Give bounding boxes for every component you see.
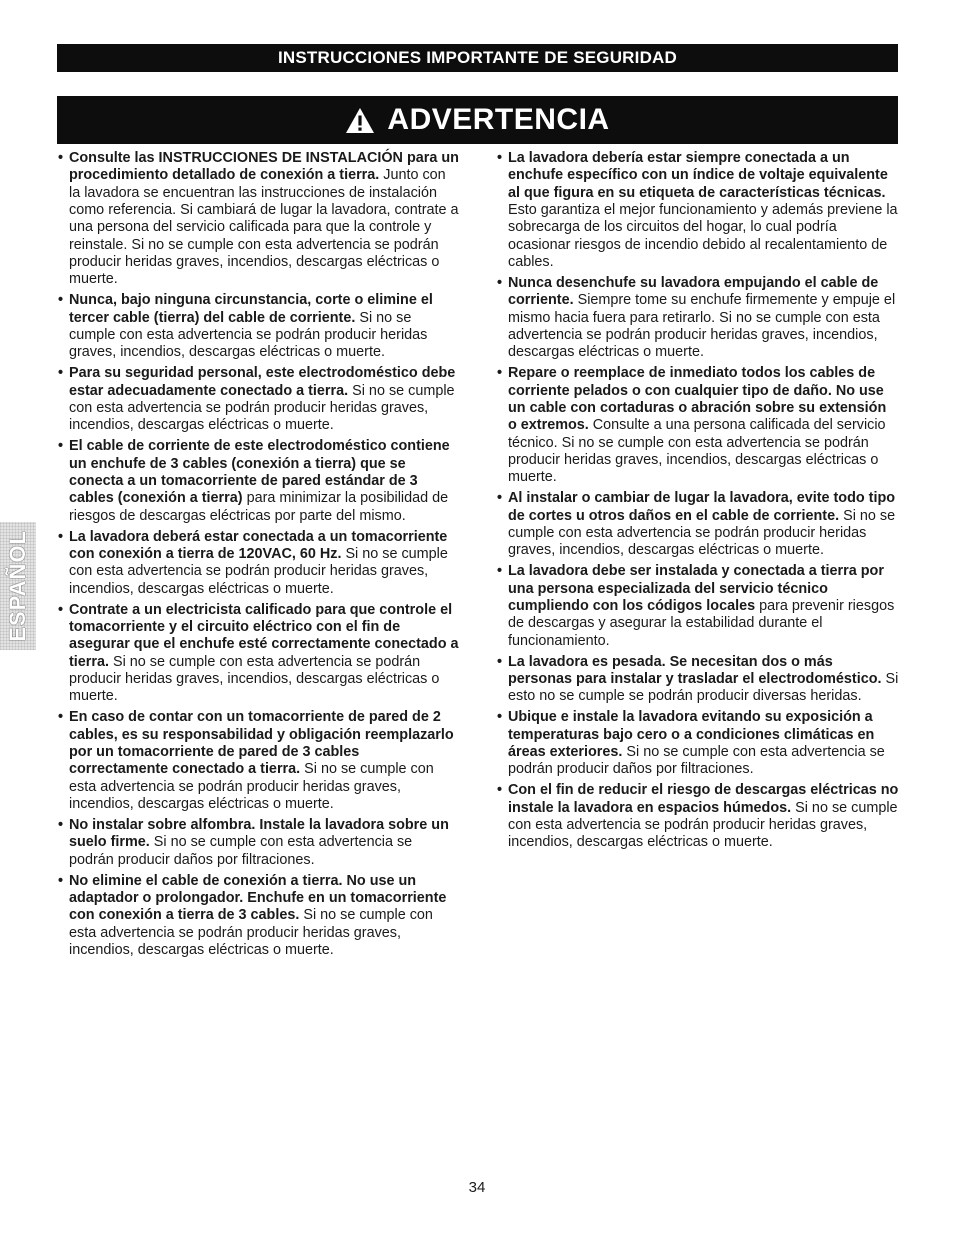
warning-item-bold: En caso de contar con un tomacorriente de pared de 2 cables, es su responsabilidad y obligación reemplazarlo por un tomacorriente de pared de 3 cables correctamente conectado a tierra. bbox=[69, 709, 454, 778]
warning-item bbox=[58, 873, 460, 960]
warning-banner bbox=[57, 96, 898, 144]
warning-item-text: para prevenir riesgos de descargas y asegurar la estabilidad durante el funcionamiento. bbox=[508, 597, 895, 649]
safety-instructions-title: INSTRUCCIONES IMPORTANTE DE SEGURIDAD bbox=[277, 48, 678, 67]
warning-item-text: Si no se cumple con esta advertencia se podrán producir heridas graves, incendios, descargas eléctricas o muerte. bbox=[508, 507, 896, 559]
left-column bbox=[58, 150, 460, 963]
warning-item-text: Si no se cumple con esta advertencia se podrán producir daños por filtraciones. bbox=[508, 743, 885, 778]
warning-item-bold: Nunca, bajo ninguna circunstancia, corte o elimine el tercer cable (tierra) del cable de corriente. bbox=[69, 292, 433, 326]
language-label: ESPAÑOL bbox=[5, 530, 30, 642]
bullet: • bbox=[497, 365, 503, 382]
warning-item-bold: No instalar sobre alfombra. Instale la lavadora sobre un suelo firme. bbox=[69, 816, 449, 851]
bullet: • bbox=[58, 816, 64, 833]
warning-item-bold: Ubique e instale la lavadora evitando su exposición a temperaturas bajo cero o a condiciones climáticas en áreas exteriores. bbox=[508, 709, 875, 760]
bullet: • bbox=[58, 709, 64, 726]
warning-item-text: Si no se cumple con esta advertencia se podrán producir heridas graves, incendios, descargas eléctricas o muerte. bbox=[69, 761, 434, 812]
warning-item-bold: La lavadora deberá estar conectada a un tomacorriente con conexión a tierra de 120VAC, 60 Hz. bbox=[69, 528, 448, 562]
bullet: • bbox=[58, 601, 64, 618]
warning-item-text: Si no se cumple con esta advertencia se podrán producir heridas graves, incendios, descargas eléctricas o muerte. bbox=[69, 382, 455, 434]
warning-item bbox=[497, 490, 899, 559]
bullet: • bbox=[58, 150, 64, 166]
warning-item-text: Si no se cumple con esta advertencia se podrán producir daños por filtraciones. bbox=[69, 834, 413, 868]
warning-item-text: Si no se cumple con esta advertencia se podrán producir heridas graves, incendios, descargas eléctricas o muerte. bbox=[508, 799, 898, 851]
page-number: 34 bbox=[468, 1179, 486, 1196]
warning-item-bold: No elimine el cable de conexión a tierra. No use un adaptador o prolongador. Enchufe en un tomacorriente con conexión a tierra de 3 cables. bbox=[69, 872, 447, 924]
warning-item-text: Esto garantiza el mejor funcionamiento y además previene la sobrecarga de los circuitos del hogar, lo cual podría ocasionar riesgos de incendio debido al recalentamiento de cables. bbox=[508, 202, 898, 271]
warning-item bbox=[497, 654, 899, 706]
warning-item bbox=[497, 275, 899, 362]
warning-item-bold: La lavadora debe ser instalada y conectada a tierra por una persona especializada del servicio técnico cumpliendo con los códigos locales bbox=[508, 563, 884, 614]
warning-item bbox=[58, 709, 460, 813]
warning-item bbox=[497, 150, 899, 271]
warning-item bbox=[58, 292, 460, 361]
warning-item-bold: Contrate a un electricista calificado para que controle el tomacorriente y el circuito eléctrico con el fin de asegurar que el enchufe esté correctamente conectado a tierra. bbox=[69, 601, 459, 670]
warning-item-text: Si no se cumple con esta advertencia se podrán producir heridas graves, incendios, descargas eléctricas o muerte. bbox=[69, 545, 448, 597]
bullet: • bbox=[497, 782, 503, 799]
warning-item-bold: Para su seguridad personal, este electrodoméstico debe estar adecuadamente conectado a tierra. bbox=[69, 365, 456, 399]
warning-title: ADVERTENCIA bbox=[387, 103, 610, 136]
bullet: • bbox=[497, 150, 503, 166]
warning-item-bold: Repare o reemplace de inmediato todos los cables de corriente pelados o con cualquier tipo de daño. No use un cable con cortaduras o abración sobre su extensión o extremos. bbox=[508, 365, 887, 434]
warning-item-bold: Con el fin de reducir el riesgo de descargas eléctricas no instale la lavadora en espacios húmedos. bbox=[508, 782, 899, 816]
bullet: • bbox=[58, 872, 64, 889]
warning-item-text: Junto con la lavadora se encuentran las instrucciones de instalación como referencia. Si cambiará de lugar la lavadora, contrate a una persona del servicio calificada para que la controle y reinstale. Si no se cumple con esta advertencia se podrán producir heridas graves, incendios, descargas eléctricas o muerte. bbox=[69, 167, 459, 288]
warning-item-bold: Nunca desenchufe su lavadora empujando el cable de corriente. bbox=[508, 275, 879, 309]
warning-item-bold: Al instalar o cambiar de lugar la lavadora, evite todo tipo de cortes u otros daños en el cable de corriente. bbox=[508, 490, 896, 524]
warning-triangle-icon bbox=[345, 107, 375, 134]
bullet: • bbox=[58, 365, 64, 382]
warning-item-bold: Consulte las INSTRUCCIONES DE INSTALACIÓN para un procedimiento detallado de conexión a tierra. bbox=[69, 150, 459, 184]
warning-item bbox=[58, 817, 460, 869]
warning-item-text: Si no se cumple con esta advertencia se podrán producir heridas graves, incendios, descargas eléctricas o muerte. bbox=[69, 907, 433, 958]
warning-item-text: Consulte a una persona calificada del servicio técnico. Si no se cumple con esta advertencia se podrán producir heridas graves, incendios, descargas eléctricas o muerte. bbox=[508, 417, 886, 486]
warning-item bbox=[497, 563, 899, 650]
warning-item-text: Siempre tome su enchufe firmemente y empuje el mismo hacia fuera para retirarlo. Si no se cumple con esta advertencia se podrán producir heridas graves, incendios, descargas eléctricas o muerte. bbox=[508, 292, 896, 361]
warning-item-bold: La lavadora es pesada. Se necesitan dos o más personas para instalar y trasladar el electrodoméstico. bbox=[508, 653, 882, 687]
bullet: • bbox=[497, 490, 503, 507]
warning-item-text: Si no se cumple con esta advertencia se podrán producir heridas graves, incendios, descargas eléctricas o muerte. bbox=[69, 309, 428, 361]
bullet: • bbox=[497, 709, 503, 726]
language-side-tab bbox=[0, 522, 36, 650]
warning-item bbox=[58, 150, 460, 289]
warning-item-text: para minimizar la posibilidad de riesgos de descargas eléctricas por parte del mismo. bbox=[69, 490, 449, 524]
warning-item bbox=[497, 365, 899, 486]
bullet: • bbox=[58, 292, 64, 309]
warning-item-bold: El cable de corriente de este electrodoméstico contiene un enchufe de 3 cables (conexión a tierra) que se conecta a un tomacorriente de pared estándar de 3 cables (conexión a tierra) bbox=[69, 438, 450, 507]
warning-item bbox=[497, 782, 899, 851]
bullet: • bbox=[497, 275, 503, 291]
bullet: • bbox=[497, 653, 503, 670]
safety-instructions-header bbox=[57, 44, 898, 72]
bullet: • bbox=[58, 528, 64, 545]
warning-item bbox=[58, 438, 460, 525]
warning-item bbox=[497, 709, 899, 778]
warning-item bbox=[58, 529, 460, 598]
bullet: • bbox=[497, 563, 503, 580]
warning-item bbox=[58, 365, 460, 434]
warning-item-bold: La lavadora debería estar siempre conectada a un enchufe específico con un índice de voltaje equivalente al que figura en su etiqueta de características técnicas. bbox=[508, 150, 888, 201]
warning-item-text: Si no se cumple con esta advertencia se podrán producir heridas graves, incendios, descargas eléctricas o muerte. bbox=[69, 653, 440, 705]
warning-item-text: Si esto no se cumple se podrán producir diversas heridas. bbox=[508, 670, 899, 705]
bullet: • bbox=[58, 438, 64, 455]
right-column bbox=[497, 150, 899, 855]
warning-item bbox=[58, 602, 460, 706]
